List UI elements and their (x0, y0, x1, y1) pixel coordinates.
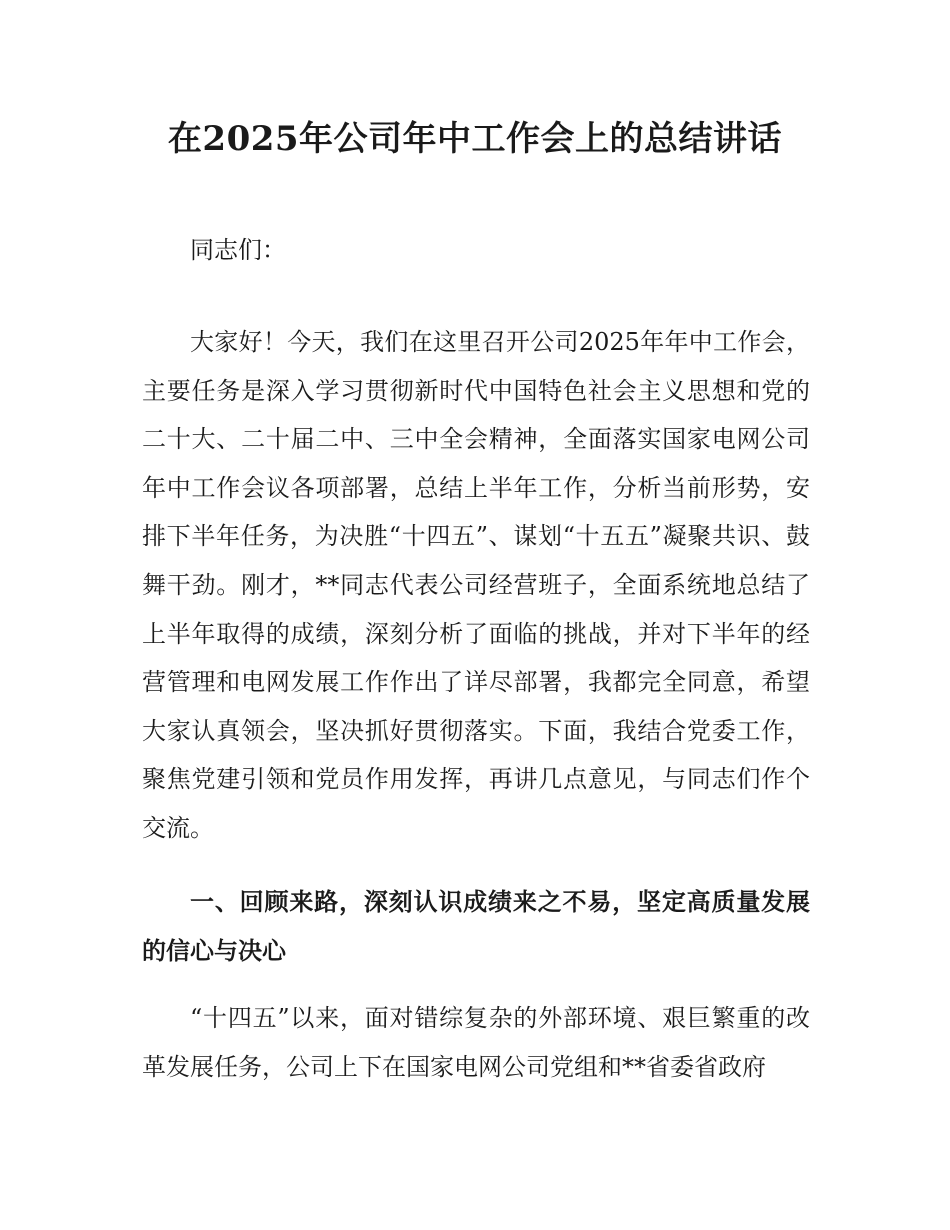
opening-paragraph: 大家好！今天，我们在这里召开公司2025年年中工作会，主要任务是深入学习贯彻新时代中国特色社会主义思想和党的二十大、二十届二中、三中全会精神，全面落实国家电网公司年中工作会议各项部署，总结上半年工作，分析当前形势，安排下半年任务，为决胜“十四五”、谋划“十五五”凝聚共识、鼓舞干劲。刚才，**同志代表公司经营班子，全面系统地总结了上半年取得的成绩，深刻分析了面临的挑战，并对下半年的经营管理和电网发展工作作出了详尽部署，我都完全同意，希望大家认真领会，坚决抓好贯彻落实。下面，我结合党委工作，聚焦党建引领和党员作用发挥，再讲几点意见，与同志们作个交流。 (142, 328, 810, 842)
document-title: 在2025年公司年中工作会上的总结讲话 (167, 119, 783, 159)
section-1-paragraph: “十四五”以来，面对错综复杂的外部环境、艰巨繁重的改革发展任务，公司上下在国家电网公司党组和**省委省政府 (142, 1004, 810, 1081)
section-heading-1: 一、回顾来路，深刻认识成绩来之不易，坚定高质量发展的信心与决心 (142, 888, 810, 965)
greeting: 同志们： (190, 236, 286, 264)
